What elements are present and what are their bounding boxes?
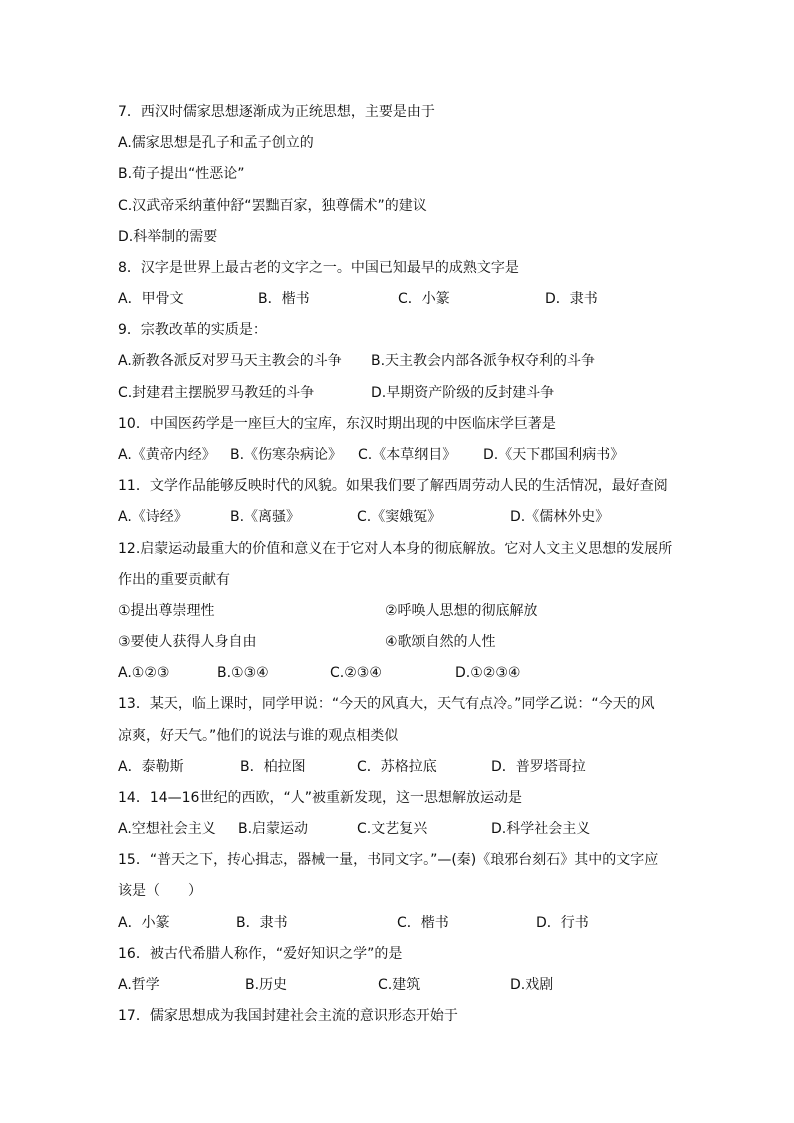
question-10-option-d: D.《天下郡国利病书》 (483, 447, 625, 463)
question-15-option-a: A．小篆 (118, 915, 170, 931)
question-16-option-c: C.建筑 (378, 977, 421, 993)
question-14-option-b: B.启蒙运动 (238, 821, 309, 837)
question-9-option-d: D.早期资产阶级的反封建斗争 (371, 385, 555, 401)
question-14-option-a: A.空想社会主义 (118, 821, 216, 837)
question-14-stem: 14．14—16世纪的西欧，“人”被重新发现，这一思想解放运动是 (118, 790, 522, 806)
question-15-stem-line-1: 15．“普天之下，抟心揖志，器械一量，书同文字。”—(秦)《琅邪台刻石》其中的文字应 (118, 852, 659, 868)
question-7-option-b: B.荀子提出“性恶论” (118, 166, 245, 182)
question-8-option-c: C．小篆 (398, 291, 450, 307)
question-12-option-d: D.①②③④ (455, 665, 521, 681)
question-14-option-c: C.文艺复兴 (357, 821, 428, 837)
question-12-option-a: A.①②③ (118, 665, 170, 681)
question-11-stem: 11．文学作品能够反映时代的风貌。如果我们要了解西周劳动人民的生活情况，最好查阅 (118, 478, 668, 494)
question-13-stem-line-1: 13．某天，临上课时，同学甲说：“今天的风真大，天气有点冷。”同学乙说：“今天的风 (118, 696, 655, 712)
question-13-stem-line-2: 凉爽，好天气。”他们的说法与谁的观点相类似 (118, 728, 399, 744)
question-15-option-c: C．楷书 (397, 915, 449, 931)
question-8-stem: 8．汉字是世界上最古老的文字之一。中国已知最早的成熟文字是 (118, 260, 519, 276)
question-11-option-d: D.《儒林外史》 (510, 509, 610, 525)
question-12-option-c: C.②③④ (330, 665, 382, 681)
question-17-stem: 17．儒家思想成为我国封建社会主流的意识形态开始于 (118, 1008, 458, 1024)
question-8-option-d: D．隶书 (545, 291, 598, 307)
question-11-option-a: A.《诗经》 (118, 509, 188, 525)
question-12-statement-4: ④歌颂自然的人性 (385, 634, 496, 650)
question-15-option-b: B．隶书 (236, 915, 288, 931)
question-8-option-b: B．楷书 (258, 291, 310, 307)
question-13-option-c: C．苏格拉底 (357, 759, 437, 775)
question-7-option-c: C.汉武帝采纳董仲舒“罢黜百家，独尊儒术”的建议 (118, 198, 427, 214)
question-9-option-b: B.天主教会内部各派争权夺利的斗争 (371, 353, 596, 369)
question-12-option-b: B.①③④ (217, 665, 269, 681)
question-15-option-d: D．行书 (536, 915, 589, 931)
question-12-statement-1: ①提出尊崇理性 (118, 603, 215, 619)
question-10-option-c: C.《本草纲目》 (358, 447, 457, 463)
question-14-option-d: D.科学社会主义 (491, 821, 591, 837)
question-12-stem-line-2: 作出的重要贡献有 (118, 572, 230, 588)
question-9-option-a: A.新教各派反对罗马天主教会的斗争 (118, 353, 342, 369)
question-12-statement-2: ②呼唤人思想的彻底解放 (385, 603, 538, 619)
question-16-option-b: B.历史 (245, 977, 288, 993)
question-7-option-d: D.科举制的需要 (118, 229, 218, 245)
question-13-option-d: D．普罗塔哥拉 (491, 759, 586, 775)
question-9-stem: 9．宗教改革的实质是： (118, 322, 267, 338)
question-8-option-a: A．甲骨文 (118, 291, 184, 307)
question-16-option-a: A.哲学 (118, 977, 160, 993)
question-7-stem: 7．西汉时儒家思想逐渐成为正统思想，主要是由于 (118, 104, 435, 120)
question-10-stem: 10．中国医药学是一座巨大的宝库，东汉时期出现的中医临床学巨著是 (118, 416, 556, 432)
question-10-option-b: B.《伤寒杂病论》 (230, 447, 343, 463)
question-16-option-d: D.戏剧 (510, 977, 554, 993)
question-10-option-a: A.《黄帝内经》 (118, 447, 216, 463)
question-13-option-a: A．泰勒斯 (118, 759, 184, 775)
question-16-stem: 16．被古代希腊人称作，“爱好知识之学”的是 (118, 946, 403, 962)
question-12-stem-line-1: 12.启蒙运动最重大的价值和意义在于它对人本身的彻底解放。它对人文主义思想的发展所 (118, 541, 673, 557)
question-15-stem-line-2: 该是（ ） (118, 883, 202, 899)
question-9-option-c: C.封建君主摆脱罗马教廷的斗争 (118, 385, 315, 401)
question-7-option-a: A.儒家思想是孔子和孟子创立的 (118, 135, 314, 151)
question-12-statement-3: ③要使人获得人身自由 (118, 634, 257, 650)
question-11-option-b: B.《离骚》 (230, 509, 301, 525)
question-13-option-b: B．柏拉图 (240, 759, 306, 775)
question-11-option-c: C.《窦娥冤》 (357, 509, 442, 525)
